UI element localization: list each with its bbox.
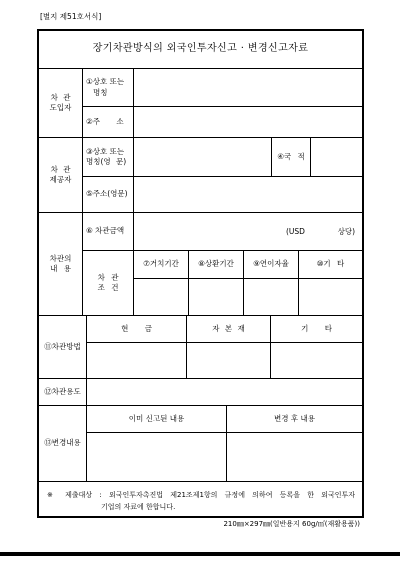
lender-nationality-label	[271, 137, 311, 177]
form-number: [별지 제51호서식]	[40, 12, 102, 21]
method-header-capital-goods-text: 자 본 재	[212, 323, 245, 333]
purpose-field[interactable]	[86, 378, 363, 406]
borrower-address-field[interactable]	[133, 106, 363, 138]
borrower-address-label	[82, 106, 134, 138]
lender-address-field[interactable]	[133, 176, 363, 213]
borrower-name-label	[82, 68, 134, 107]
borrower-section-label-line1: 차 관	[50, 92, 71, 102]
method-label-text: ⑪차관방법	[44, 341, 81, 351]
terms-other-field[interactable]	[298, 278, 363, 316]
loan-terms-label	[82, 250, 134, 316]
method-cash-field[interactable]	[86, 342, 187, 379]
terms-header-other-text: ⑩기 타	[316, 259, 345, 269]
loan-terms-label-line1: 차 관	[97, 272, 119, 282]
loan-section-label-line2: 내 용	[50, 264, 71, 273]
terms-repayment-period-field[interactable]	[188, 278, 244, 316]
method-header-capital-goods	[186, 315, 271, 343]
borrower-section-label-line2: 도입자	[49, 103, 72, 112]
method-other-field[interactable]	[270, 342, 363, 379]
borrower-name-label-line2: 명칭	[93, 87, 108, 97]
changes-header-after	[226, 405, 363, 433]
borrower-section-label	[38, 68, 83, 138]
purpose-label	[38, 378, 87, 406]
terms-header-repayment-period	[188, 250, 244, 279]
lender-nationality-field[interactable]	[310, 137, 363, 177]
changes-after-field[interactable]	[226, 432, 363, 482]
borrower-address-label-text: ②주 소	[86, 116, 124, 126]
submission-note-line1: ※ 제출대상 : 외국인투자촉진법 제21조제1항의 규정에 의하여 등록을 한 외국인투자	[47, 491, 355, 499]
lender-name-label-line2: 명칭(영 문)	[86, 157, 127, 166]
submission-note-line2: 기업의 자료에 한합니다.	[101, 503, 176, 511]
terms-header-grace-period	[133, 250, 189, 279]
changes-label-text: ⑬변경내용	[44, 438, 81, 448]
page-bottom-edge	[0, 552, 400, 556]
terms-interest-rate-field[interactable]	[243, 278, 299, 316]
terms-header-other	[298, 250, 363, 279]
loan-terms-label-line2: 조 건	[97, 283, 119, 292]
submission-note	[38, 481, 363, 517]
changes-header-previous	[86, 405, 227, 433]
changes-label	[38, 405, 87, 482]
loan-amount-label	[82, 212, 134, 251]
lender-address-label-text: ⑤주소(영문)	[86, 189, 128, 199]
lender-nationality-label-text: ④국 적	[277, 151, 305, 161]
lender-name-field[interactable]	[133, 137, 272, 177]
terms-header-repayment-period-text: ⑧상환기간	[198, 259, 234, 269]
loan-amount-field[interactable]	[133, 212, 363, 251]
method-capital-goods-field[interactable]	[186, 342, 271, 379]
changes-header-previous-text: 이미 신고된 내용	[128, 413, 185, 423]
method-header-other-text: 기 타	[301, 323, 332, 333]
borrower-name-field[interactable]	[133, 68, 363, 107]
loan-section-label	[38, 212, 83, 316]
loan-amount-label-text: ⑥ 차관금액	[86, 226, 125, 236]
borrower-name-label-line1: ①상호 또는	[86, 77, 125, 86]
lender-section-label	[38, 137, 83, 213]
method-header-other	[270, 315, 363, 343]
usd-open-label: (USD	[286, 226, 305, 236]
lender-name-label	[82, 137, 134, 177]
lender-name-label-line1: ③상호 또는	[86, 146, 125, 156]
terms-grace-period-field[interactable]	[133, 278, 189, 316]
lender-address-label	[82, 176, 134, 213]
purpose-label-text: ⑫차관용도	[44, 386, 81, 396]
usd-close-label: 상당)	[337, 226, 355, 236]
form-title: 장기차관방식의 외국인투자신고 · 변경신고자료	[92, 43, 309, 55]
method-header-cash-text: 현 금	[121, 323, 152, 333]
changes-previous-field[interactable]	[86, 432, 227, 482]
changes-header-after-text: 변경 후 내용	[274, 413, 315, 423]
terms-header-interest-rate	[243, 250, 299, 279]
terms-header-interest-rate-text: ⑨연이자율	[253, 259, 289, 269]
loan-section-label-line1: 차관의	[49, 253, 72, 263]
method-label	[38, 315, 87, 379]
lender-section-label-line2: 제공자	[49, 175, 72, 184]
terms-header-grace-period-text: ⑦거치기간	[143, 259, 179, 269]
title-cell	[38, 30, 363, 69]
paper-spec: 210㎜×297㎜(일반용지 60g/㎡(재활용품))	[223, 520, 360, 528]
method-header-cash	[86, 315, 187, 343]
lender-section-label-line1: 차 관	[50, 164, 71, 174]
